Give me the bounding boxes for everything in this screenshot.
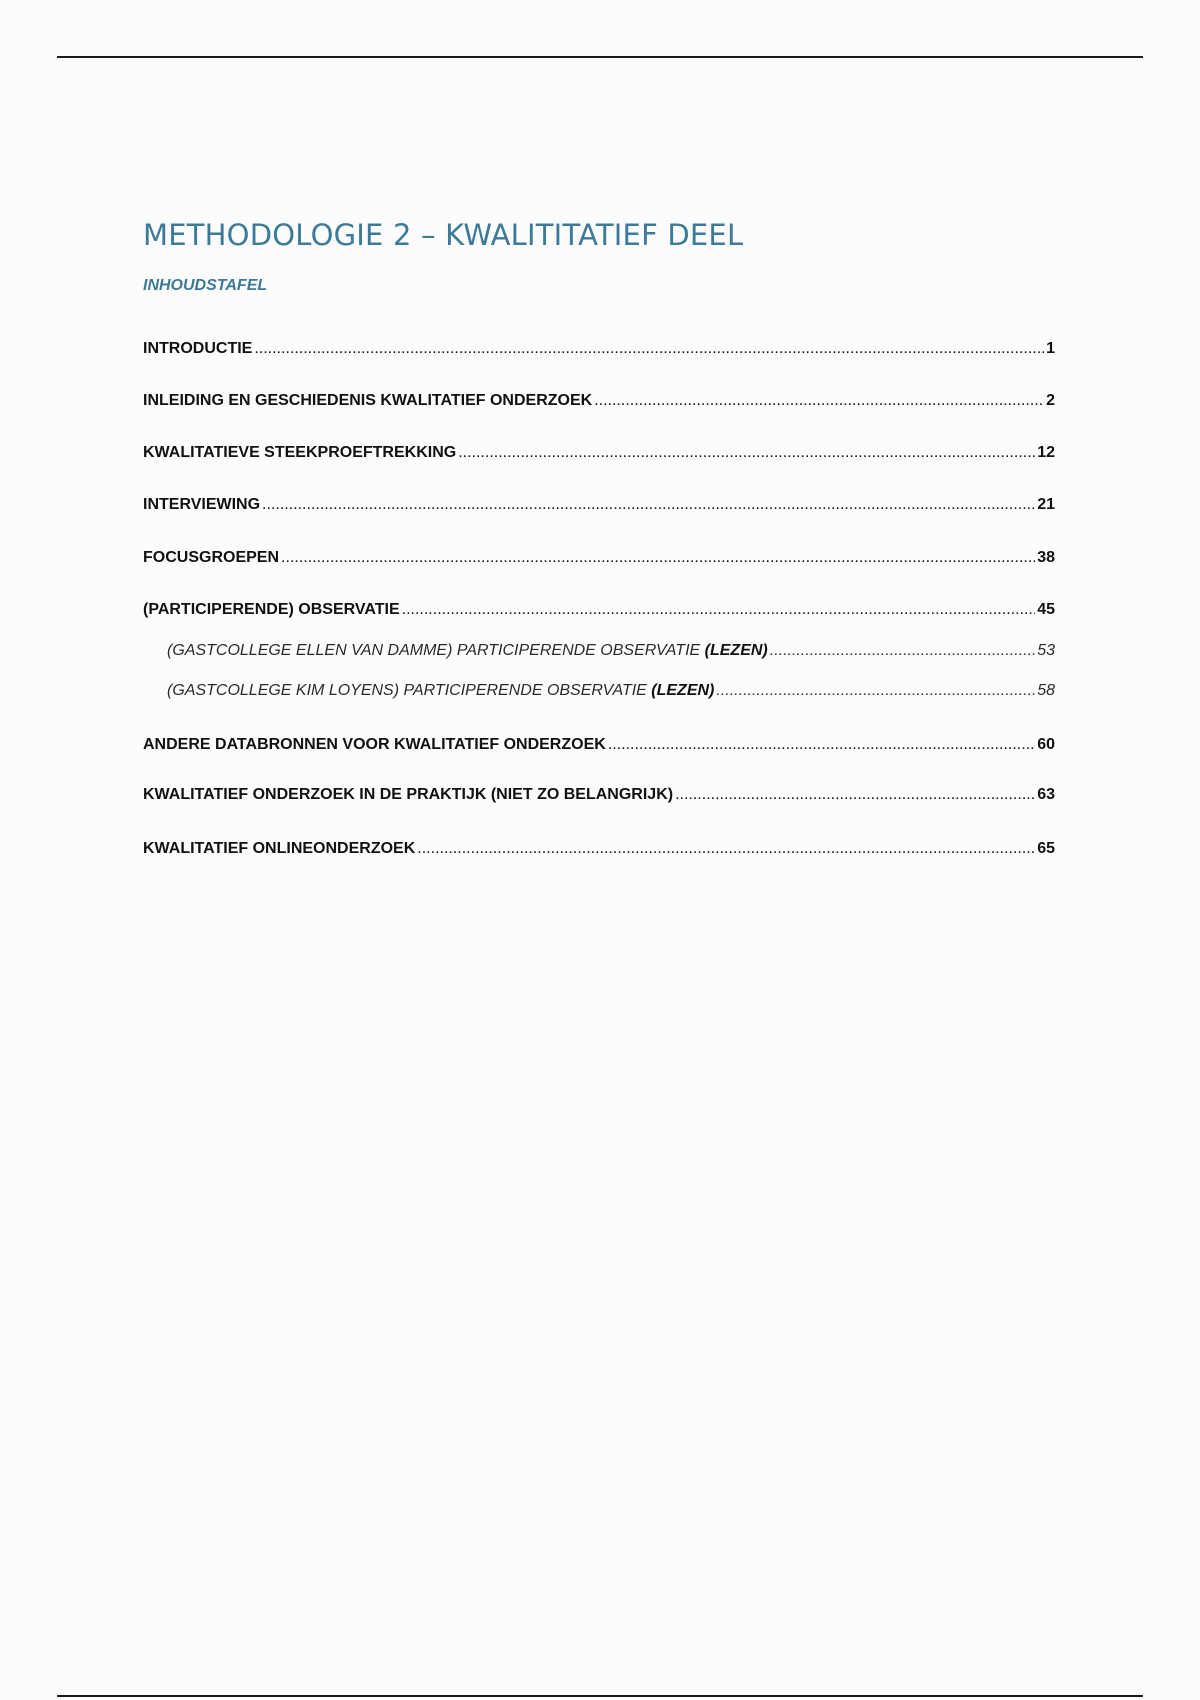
toc-entry-label: ANDERE DATABRONNEN VOOR KWALITATIEF ONDERZOEK xyxy=(143,736,606,753)
toc-entry-page: 53 xyxy=(1037,642,1055,659)
toc-entry-inleiding[interactable] xyxy=(143,390,1055,412)
toc-entry-page: 60 xyxy=(1037,736,1055,753)
document-body xyxy=(143,215,1055,857)
toc-leader-dots xyxy=(262,494,1035,516)
toc-leader-dots xyxy=(594,390,1044,412)
toc-entry-page: 21 xyxy=(1037,496,1055,513)
toc-entry-page: 65 xyxy=(1037,840,1055,857)
document-title: METHODOLOGIE 2 – KWALITITATIEF DEEL xyxy=(143,218,744,252)
toc-entry-label: INTERVIEWING xyxy=(143,496,261,513)
toc-entry-steekproef[interactable] xyxy=(143,442,1055,464)
toc-entry-suffix: (LEZEN) xyxy=(651,682,715,699)
toc-entry-online[interactable] xyxy=(143,838,1055,860)
toc-heading: INHOUDSTAFEL xyxy=(143,277,268,294)
toc-entry-label: KWALITATIEVE STEEKPROEFTREKKING xyxy=(143,444,457,461)
toc-entry-label: INLEIDING EN GESCHIEDENIS KWALITATIEF ONDERZOEK xyxy=(143,392,593,409)
toc-leader-dots xyxy=(417,838,1035,860)
toc-entry-page: 45 xyxy=(1037,601,1055,618)
toc-leader-dots xyxy=(281,547,1035,569)
toc-entry-page: 58 xyxy=(1037,682,1055,699)
toc-leader-dots xyxy=(675,784,1035,806)
toc-entry-observatie[interactable] xyxy=(143,599,1055,621)
toc-entry-page: 38 xyxy=(1037,549,1055,566)
toc-entry-label: (GASTCOLLEGE KIM LOYENS) PARTICIPERENDE OBSERVATIE (LEZEN) xyxy=(167,682,715,699)
toc-entry-label: INTRODUCTIE xyxy=(143,340,253,357)
toc-leader-dots xyxy=(716,680,1035,702)
toc-entry-focusgroepen[interactable] xyxy=(143,547,1055,569)
toc-entry-page: 1 xyxy=(1046,340,1055,357)
toc-entry-label: (GASTCOLLEGE ELLEN VAN DAMME) PARTICIPERENDE OBSERVATIE (LEZEN) xyxy=(167,642,768,659)
toc-entry-praktijk[interactable] xyxy=(143,784,1055,806)
toc-leader-dots xyxy=(770,640,1035,662)
toc-leader-dots xyxy=(402,599,1036,621)
toc-leader-dots xyxy=(458,442,1035,464)
toc-entry-page: 63 xyxy=(1037,786,1055,803)
toc-leader-dots xyxy=(608,734,1035,756)
footer-rule xyxy=(57,1695,1143,1697)
toc-entry-page: 2 xyxy=(1046,392,1055,409)
toc-entry-page: 12 xyxy=(1037,444,1055,461)
toc-leader-dots xyxy=(254,338,1044,360)
toc-entry-label: KWALITATIEF ONDERZOEK IN DE PRAKTIJK (NIET ZO BELANGRIJK) xyxy=(143,786,674,803)
toc-entry-interviewing[interactable] xyxy=(143,494,1055,516)
toc-entry-databronnen[interactable] xyxy=(143,734,1055,756)
toc-entry-label: (PARTICIPERENDE) OBSERVATIE xyxy=(143,601,400,618)
header-rule xyxy=(57,56,1143,58)
toc-entry-label: FOCUSGROEPEN xyxy=(143,549,280,566)
toc-entry-introductie[interactable] xyxy=(143,338,1055,360)
toc-subentry-van-damme[interactable] xyxy=(167,640,1055,662)
toc-subentry-loyens[interactable] xyxy=(167,680,1055,702)
toc-entry-suffix: (LEZEN) xyxy=(704,642,768,659)
toc-entry-label: KWALITATIEF ONLINEONDERZOEK xyxy=(143,840,416,857)
